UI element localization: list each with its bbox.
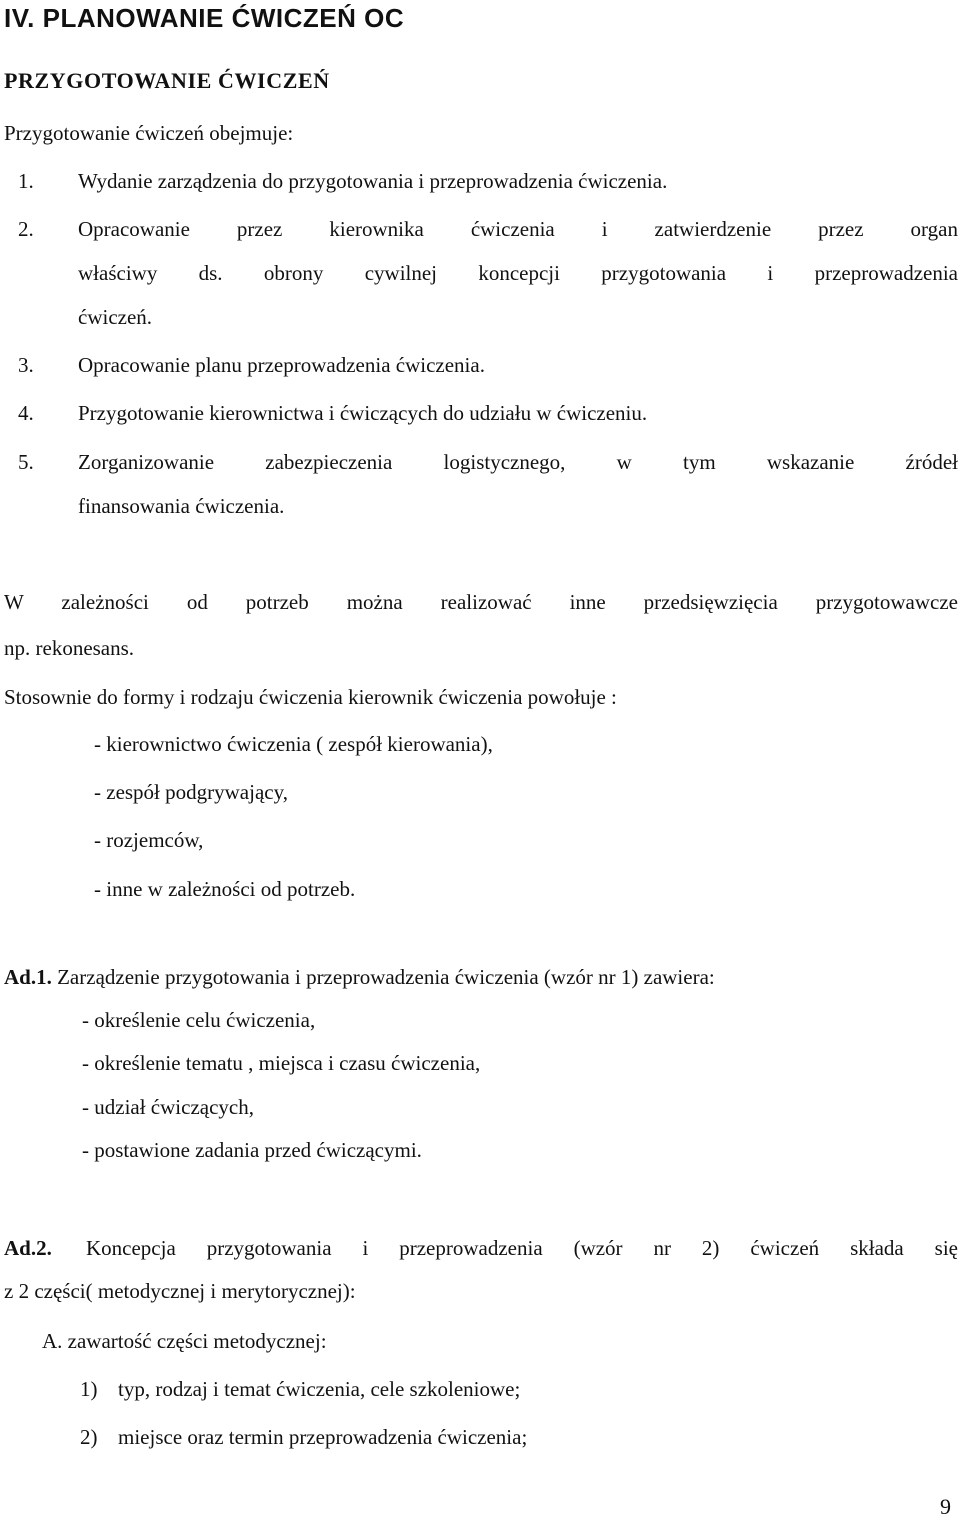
list-item: - rozjemców, <box>94 828 204 852</box>
list-item-text: właściwy ds. obrony cywilnej koncepcji przygotowania i przeprowadzenia <box>78 261 958 285</box>
list-item: - kierownictwo ćwiczenia ( zespół kierowania), <box>94 732 493 756</box>
list-item-text: ćwiczeń. <box>78 305 153 329</box>
paragraph-extra: np. rekonesans. <box>4 636 135 660</box>
list-item-number: 1) <box>80 1377 98 1401</box>
list-item-text: miejsce oraz termin przeprowadzenia ćwiczenia; <box>118 1425 528 1449</box>
ad1-text: Zarządzenie przygotowania i przeprowadzenia ćwiczenia (wzór nr 1) zawiera: <box>51 965 715 989</box>
section-a-heading: A. zawartość części metodycznej: <box>42 1329 327 1353</box>
list-item-text: Wydanie zarządzenia do przygotowania i przeprowadzenia ćwiczenia. <box>78 169 668 193</box>
list-item-number: 4. <box>18 401 34 425</box>
list-item-text: Przygotowanie kierownictwa i ćwiczących do udziału w ćwiczeniu. <box>78 401 648 425</box>
list-item-number: 2. <box>18 217 34 241</box>
list-item-text: Opracowanie planu przeprowadzenia ćwiczenia. <box>78 353 485 377</box>
section-heading: PRZYGOTOWANIE ĆWICZEŃ <box>4 68 330 93</box>
intro-text: Przygotowanie ćwiczeń obejmuje: <box>4 121 294 145</box>
ad2-label <box>4 1235 52 1261</box>
list-item: - inne w zależności od potrzeb. <box>94 877 356 901</box>
list-item-text: Opracowanie przez kierownika ćwiczenia i zatwierdzenie przez organ <box>78 217 958 241</box>
list-item-text: Zorganizowanie zabezpieczenia logistycznego, w tym wskazanie źródeł <box>78 450 958 474</box>
ad1-paragraph <box>4 964 715 990</box>
chapter-heading: IV. PLANOWANIE ĆWICZEŃ OC <box>4 3 405 33</box>
list-item-number: 2) <box>80 1425 98 1449</box>
ad2-text: Koncepcja przygotowania i przeprowadzenia (wzór nr 2) ćwiczeń składa się <box>86 1236 958 1260</box>
list-item: - określenie celu ćwiczenia, <box>82 1008 316 1032</box>
paragraph-extra: W zależności od potrzeb można realizować inne przedsięwzięcia przygotowawcze <box>4 590 958 614</box>
list-item-number: 5. <box>18 450 34 474</box>
list-item: - udział ćwiczących, <box>82 1095 254 1119</box>
ad2-text-line2: z 2 części( metodycznej i merytorycznej): <box>4 1279 356 1303</box>
paragraph-appoint: Stosownie do formy i rodzaju ćwiczenia kierownik ćwiczenia powołuje : <box>4 685 617 709</box>
ad2-label-text: Ad.2. <box>4 1236 52 1260</box>
list-item-number: 3. <box>18 353 34 377</box>
list-item: - postawione zadania przed ćwiczącymi. <box>82 1138 422 1162</box>
list-item-text: finansowania ćwiczenia. <box>78 494 285 518</box>
list-item: - określenie tematu , miejsca i czasu ćwiczenia, <box>82 1051 481 1075</box>
list-item: - zespół podgrywający, <box>94 780 288 804</box>
ad1-label: Ad.1. <box>4 965 52 989</box>
list-item-number: 1. <box>18 169 34 193</box>
list-item-text: typ, rodzaj i temat ćwiczenia, cele szkoleniowe; <box>118 1377 521 1401</box>
page-number: 9 <box>940 1494 951 1519</box>
